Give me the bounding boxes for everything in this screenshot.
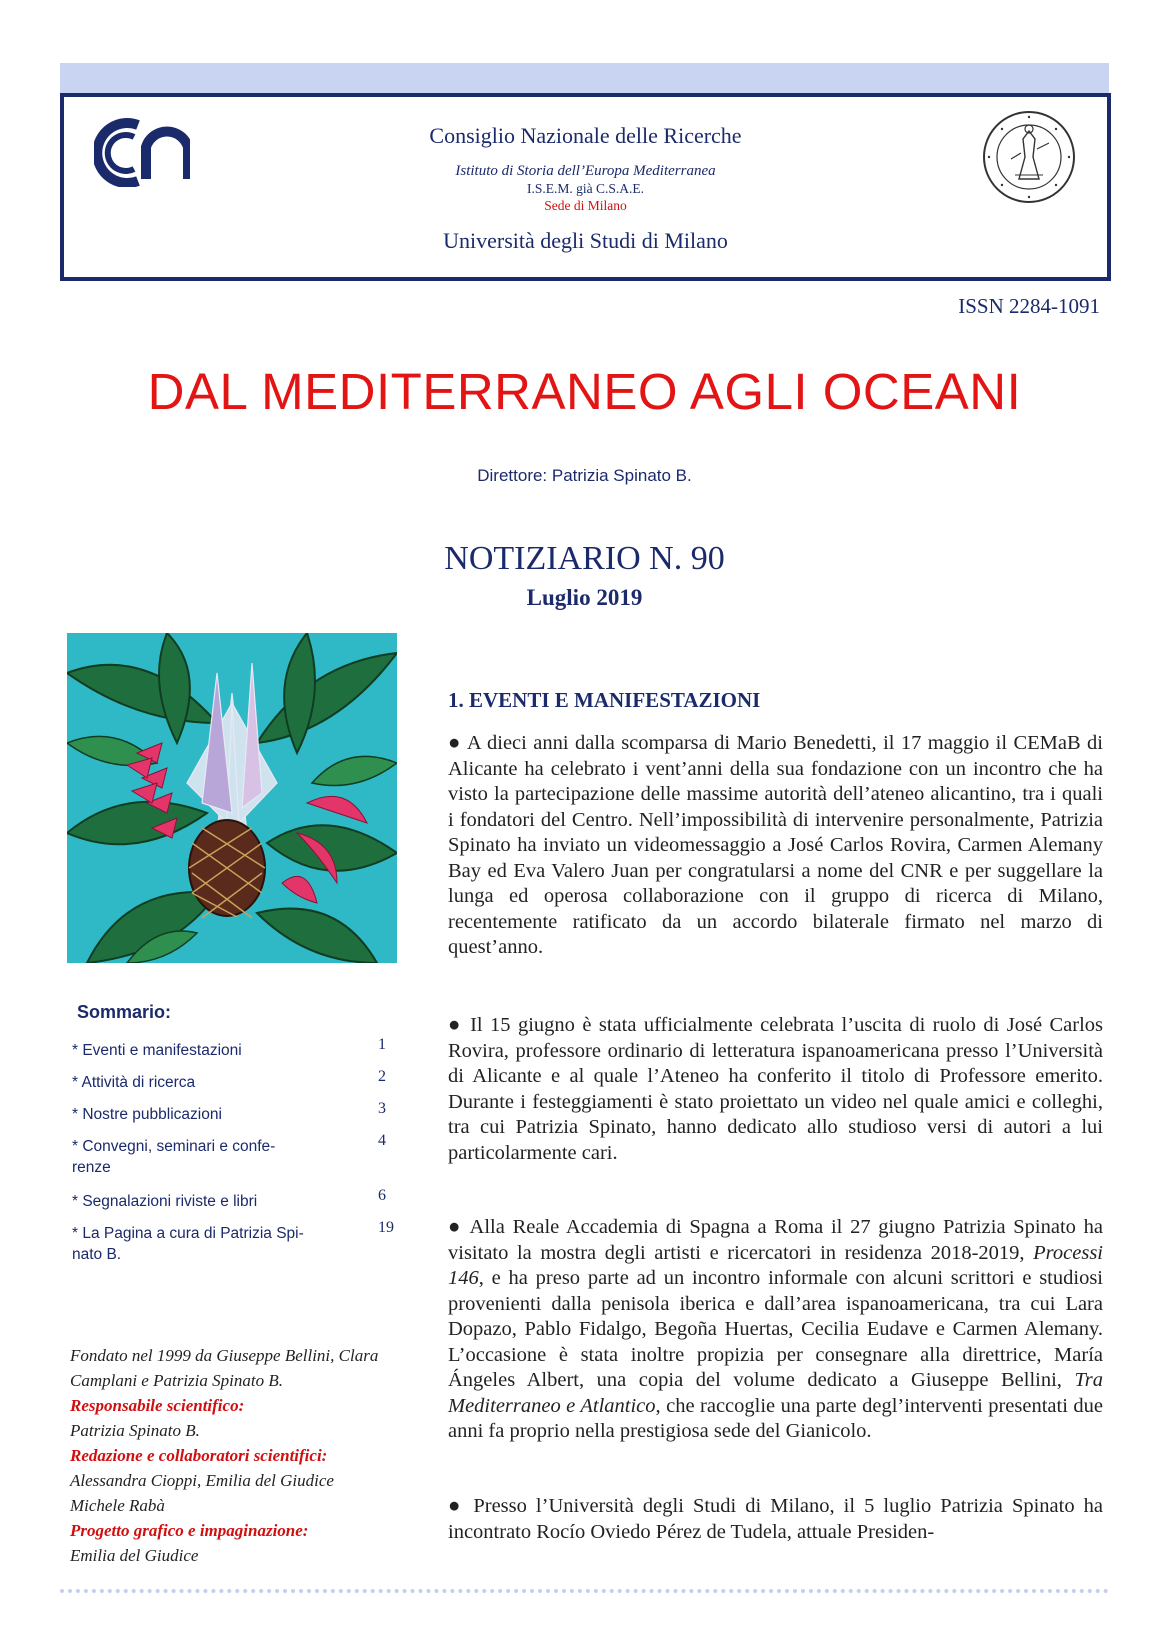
issue-date: Luglio 2019 [526,585,643,610]
director-line: Direttore: Patrizia Spinato B. [477,466,692,485]
toc-item-label: * Eventi e manifestazioni [72,1042,242,1059]
responsabile-name: Patrizia Spinato B. [70,1421,200,1440]
toc-item-page: 19 [378,1219,394,1236]
toc-item-page: 1 [378,1036,386,1053]
toc-item-page: 4 [378,1132,386,1149]
redazione-label: Redazione e collaboratori scientifici: [70,1446,328,1465]
toc-item-label: * Convegni, seminari e confe- renze [72,1138,276,1176]
org-name: Consiglio Nazionale delle Ricerche [429,123,742,148]
section-heading: 1. EVENTI E MANIFESTAZIONI [448,688,761,712]
progetto-label: Progetto grafico e impaginazione: [70,1521,309,1540]
article-paragraph: ● Presso l’Università degli Studi di Milano, il 5 luglio Patrizia Spinato ha incontrato Rocío Oviedo Pérez de Tudela, attuale Presiden- [448,1495,1103,1543]
institute-name: Istituto di Storia dell’Europa Mediterranea [455,163,716,179]
toc-item-page: 6 [378,1187,386,1204]
exhibition-title: Processi 146 [448,1241,1103,1289]
paragraph-text: ● Alla Reale Accademia di Spagna a Roma il 27 giugno Patrizia Spinato ha visitato la mostra degli artisti e ricercatori in residenza 2018-2019, [448,1216,1103,1264]
article-paragraph: ● Il 15 giugno è stata ufficialmente celebrata l’uscita di ruolo di José Carlos Rovira, professore ordinario di letteratura ispanoamericana presso l’Università di Alicante e al quale l’Ateneo ha conferito il titolo di Professore emerito. Durante i festeggiamenti è stato proiettato un video nel quale amici e colleghi, tra cui Patrizia Spinato, hanno dedicato allo studioso versi di autori a lui particolarmente cari. [448,1014,1103,1164]
issue-number: NOTIZIARIO N. 90 [444,540,725,577]
toc-item-page: 3 [378,1100,386,1117]
tropical-cover-image [67,633,397,963]
credits-block [70,1343,410,1568]
header-band [60,63,1109,93]
article-paragraph [448,1215,1103,1445]
toc-item-label: * Attività di ricerca [72,1074,196,1091]
footer-divider [60,1589,1109,1593]
progetto-name: Emilia del Giudice [70,1546,199,1565]
masthead [60,93,1111,281]
toc-item-label: * Segnalazioni riviste e libri [72,1193,258,1210]
university-name: Università degli Studi di Milano [443,228,728,253]
newsletter-title: DAL MEDITERRANEO AGLI OCEANI [147,363,1022,420]
university-seal-icon [981,109,1077,205]
toc-item-label: * La Pagina a cura di Patrizia Spi- nato B. [72,1225,304,1263]
founded-note: Fondato nel 1999 da Giuseppe Bellini, Clara Camplani e Patrizia Spinato B. [70,1346,379,1390]
seat-name: Sede di Milano [544,198,627,213]
paragraph-text: , e ha preso parte ad un incontro informale con alcuni scrittori e studiosi provenienti dalla penisola iberica e dall’area ispanoamericana, tra cui Lara Dopazo, Pablo Fidalgo, Begoña Huertas, Cecilia Eudave e Carmen Alemany. L’occasione è stata inoltre propizia per consegnare alla direttrice, María Ángeles Albert, una copia del volume dedicato a Giuseppe Bellini, [448,1267,1103,1391]
responsabile-label: Responsabile scientifico: [70,1396,245,1415]
sommario-title: Sommario: [77,1002,172,1022]
toc-item-page: 2 [378,1068,386,1085]
institute-acronym: I.S.E.M. già C.S.A.E. [526,181,644,196]
redazione-names: Michele Rabà [70,1496,165,1515]
paragraph-text: , che raccoglie una parte degl’interventi presentati due anni fa proprio nella prestigiosa sede del Gianicolo. [448,1394,1103,1442]
book-title: Tra Mediterraneo e Atlantico [448,1369,1103,1417]
toc-item-label: * Nostre pubblicazioni [72,1106,222,1123]
article-paragraph: ● A dieci anni dalla scomparsa di Mario Benedetti, il 17 maggio il CEMaB di Alicante ha celebrato i vent’anni della sua fondazione con un incontro che ha visto la partecipazione delle massime autorità dell’ateneo alicantino, tra i quali i fondatori del Centro. Nell’impossibilità di intervenire personalmente, Patrizia Spinato ha inviato un videomessaggio a José Carlos Rovira, Carmen Alemany Bay ed Eva Valero Juan per congratularsi a nome del CNR e per suggellare la lunga ed operosa collaborazione con il gruppo di ricerca di Milano, recentemente ratificato da un accordo bilaterale firmato nel marzo di quest’anno. [448,732,1103,958]
issn-number: ISSN 2284-1091 [958,294,1100,318]
redazione-names: Alessandra Cioppi, Emilia del Giudice [70,1471,334,1490]
